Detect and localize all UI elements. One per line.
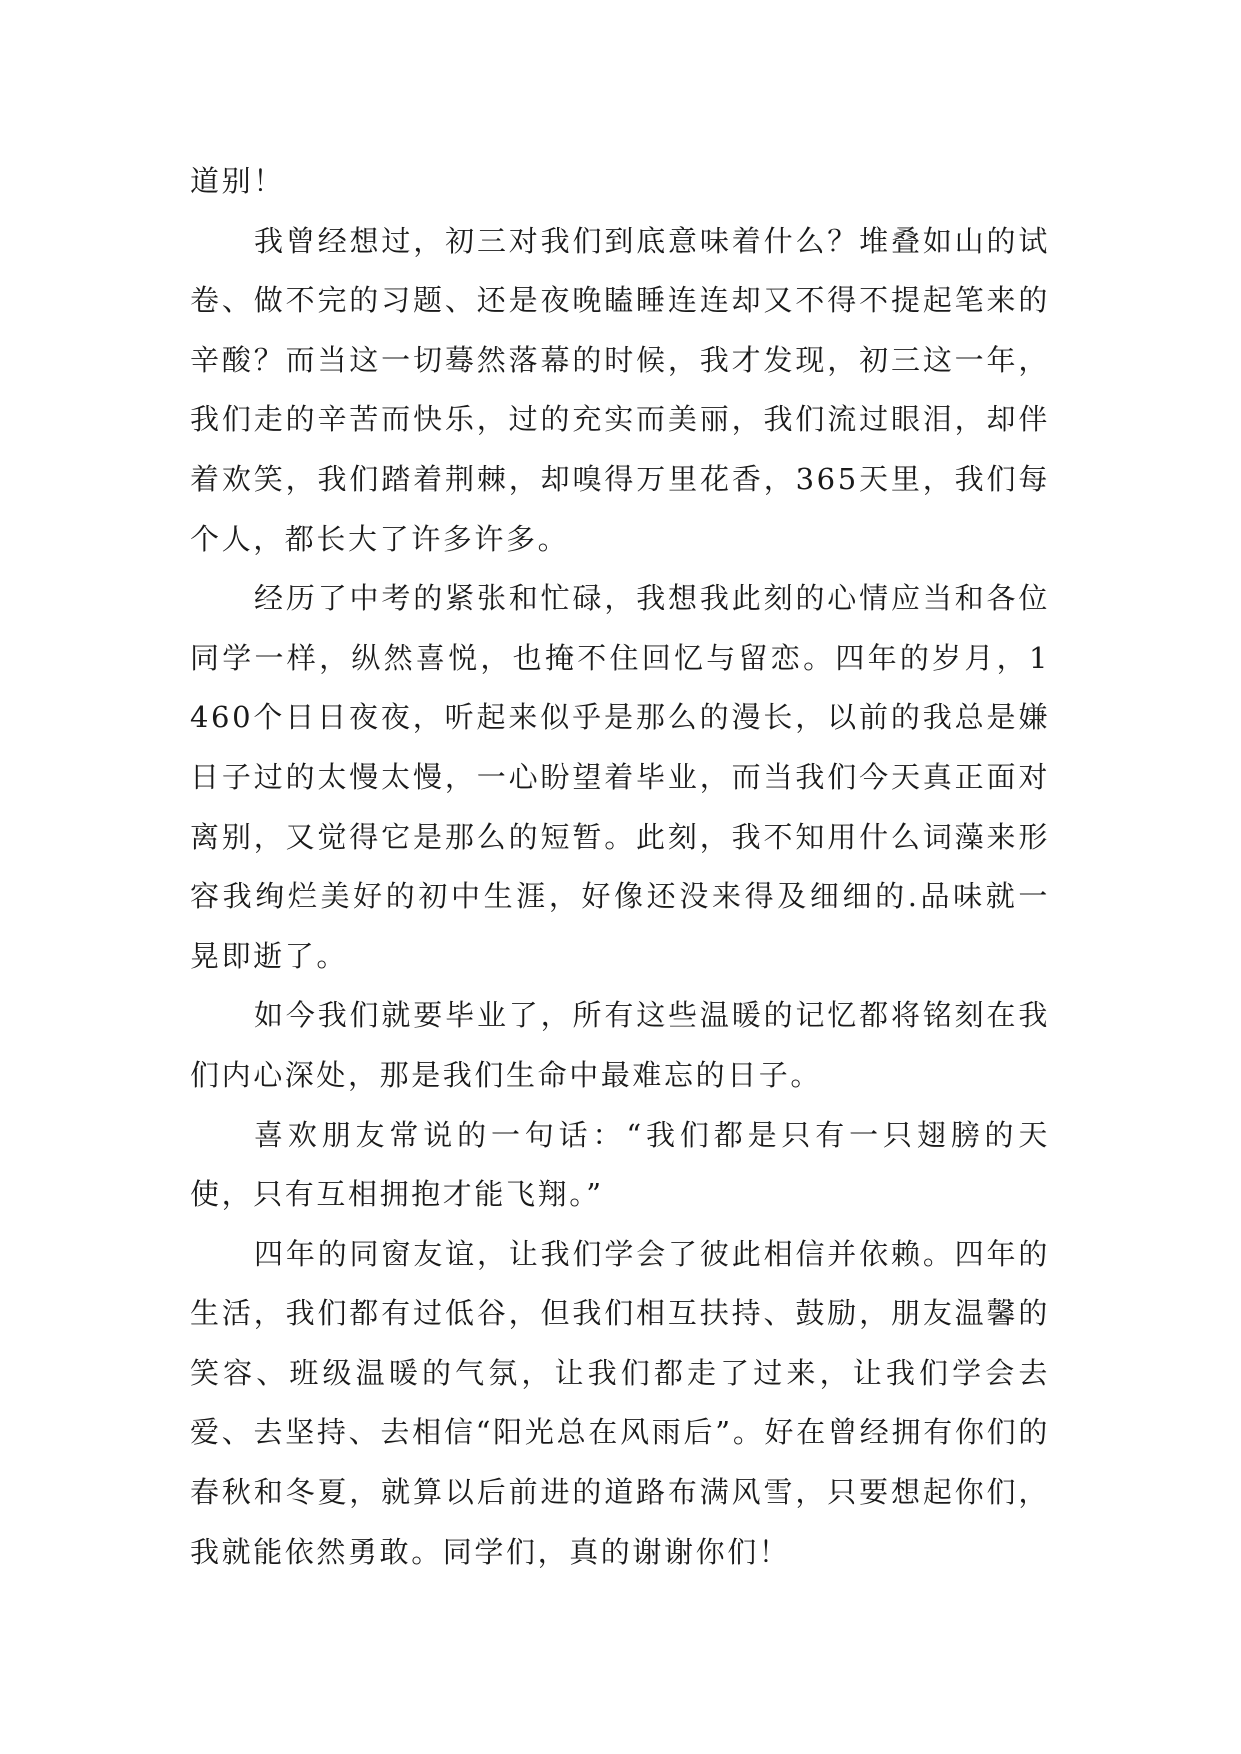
document-body (190, 152, 1050, 1582)
paragraph-3: 经历了中考的紧张和忙碌，我想我此刻的心情应当和各位同学一样，纵然喜悦，也掩不住回忆与留恋。四年的岁月，1460个日日夜夜，听起来似乎是那么的漫长，以前的我总是嫌日子过的太慢太慢，一心盼望着毕业，而当我们今天真正面对离别，又觉得它是那么的短暂。此刻，我不知用什么词藻来形容我绚烂美好的初中生涯，好像还没来得及细细的.品味就一晃即逝了。 (190, 581, 1050, 973)
paragraph-6: 四年的同窗友谊，让我们学会了彼此相信并依赖。四年的生活，我们都有过低谷，但我们相互扶持、鼓励，朋友温馨的笑容、班级温暖的气氛，让我们都走了过来，让我们学会去爱、去坚持、去相信“阳光总在风雨后”。好在曾经拥有你们的春秋和冬夏，就算以后前进的道路布满风雪，只要想起你们，我就能依然勇敢。同学们，真的谢谢你们！ (190, 1236, 1050, 1569)
paragraph-4: 如今我们就要毕业了，所有这些温暖的记忆都将铭刻在我们内心深处，那是我们生命中最难忘的日子。 (190, 998, 1050, 1092)
paragraph-2: 我曾经想过，初三对我们到底意味着什么？堆叠如山的试卷、做不完的习题、还是夜晚瞌睡连连却又不得不提起笔来的辛酸？而当这一切蓦然落幕的时候，我才发现，初三这一年，我们走的辛苦而快乐，过的充实而美丽，我们流过眼泪，却伴着欢笑，我们踏着荆棘，却嗅得万里花香，365天里，我们每个人，都长大了许多许多。 (190, 223, 1050, 556)
paragraph-5: 喜欢朋友常说的一句话：“我们都是只有一只翅膀的天使，只有互相拥抱才能飞翔。” (190, 1117, 1050, 1212)
paragraph-1: 道别！ (190, 164, 285, 198)
